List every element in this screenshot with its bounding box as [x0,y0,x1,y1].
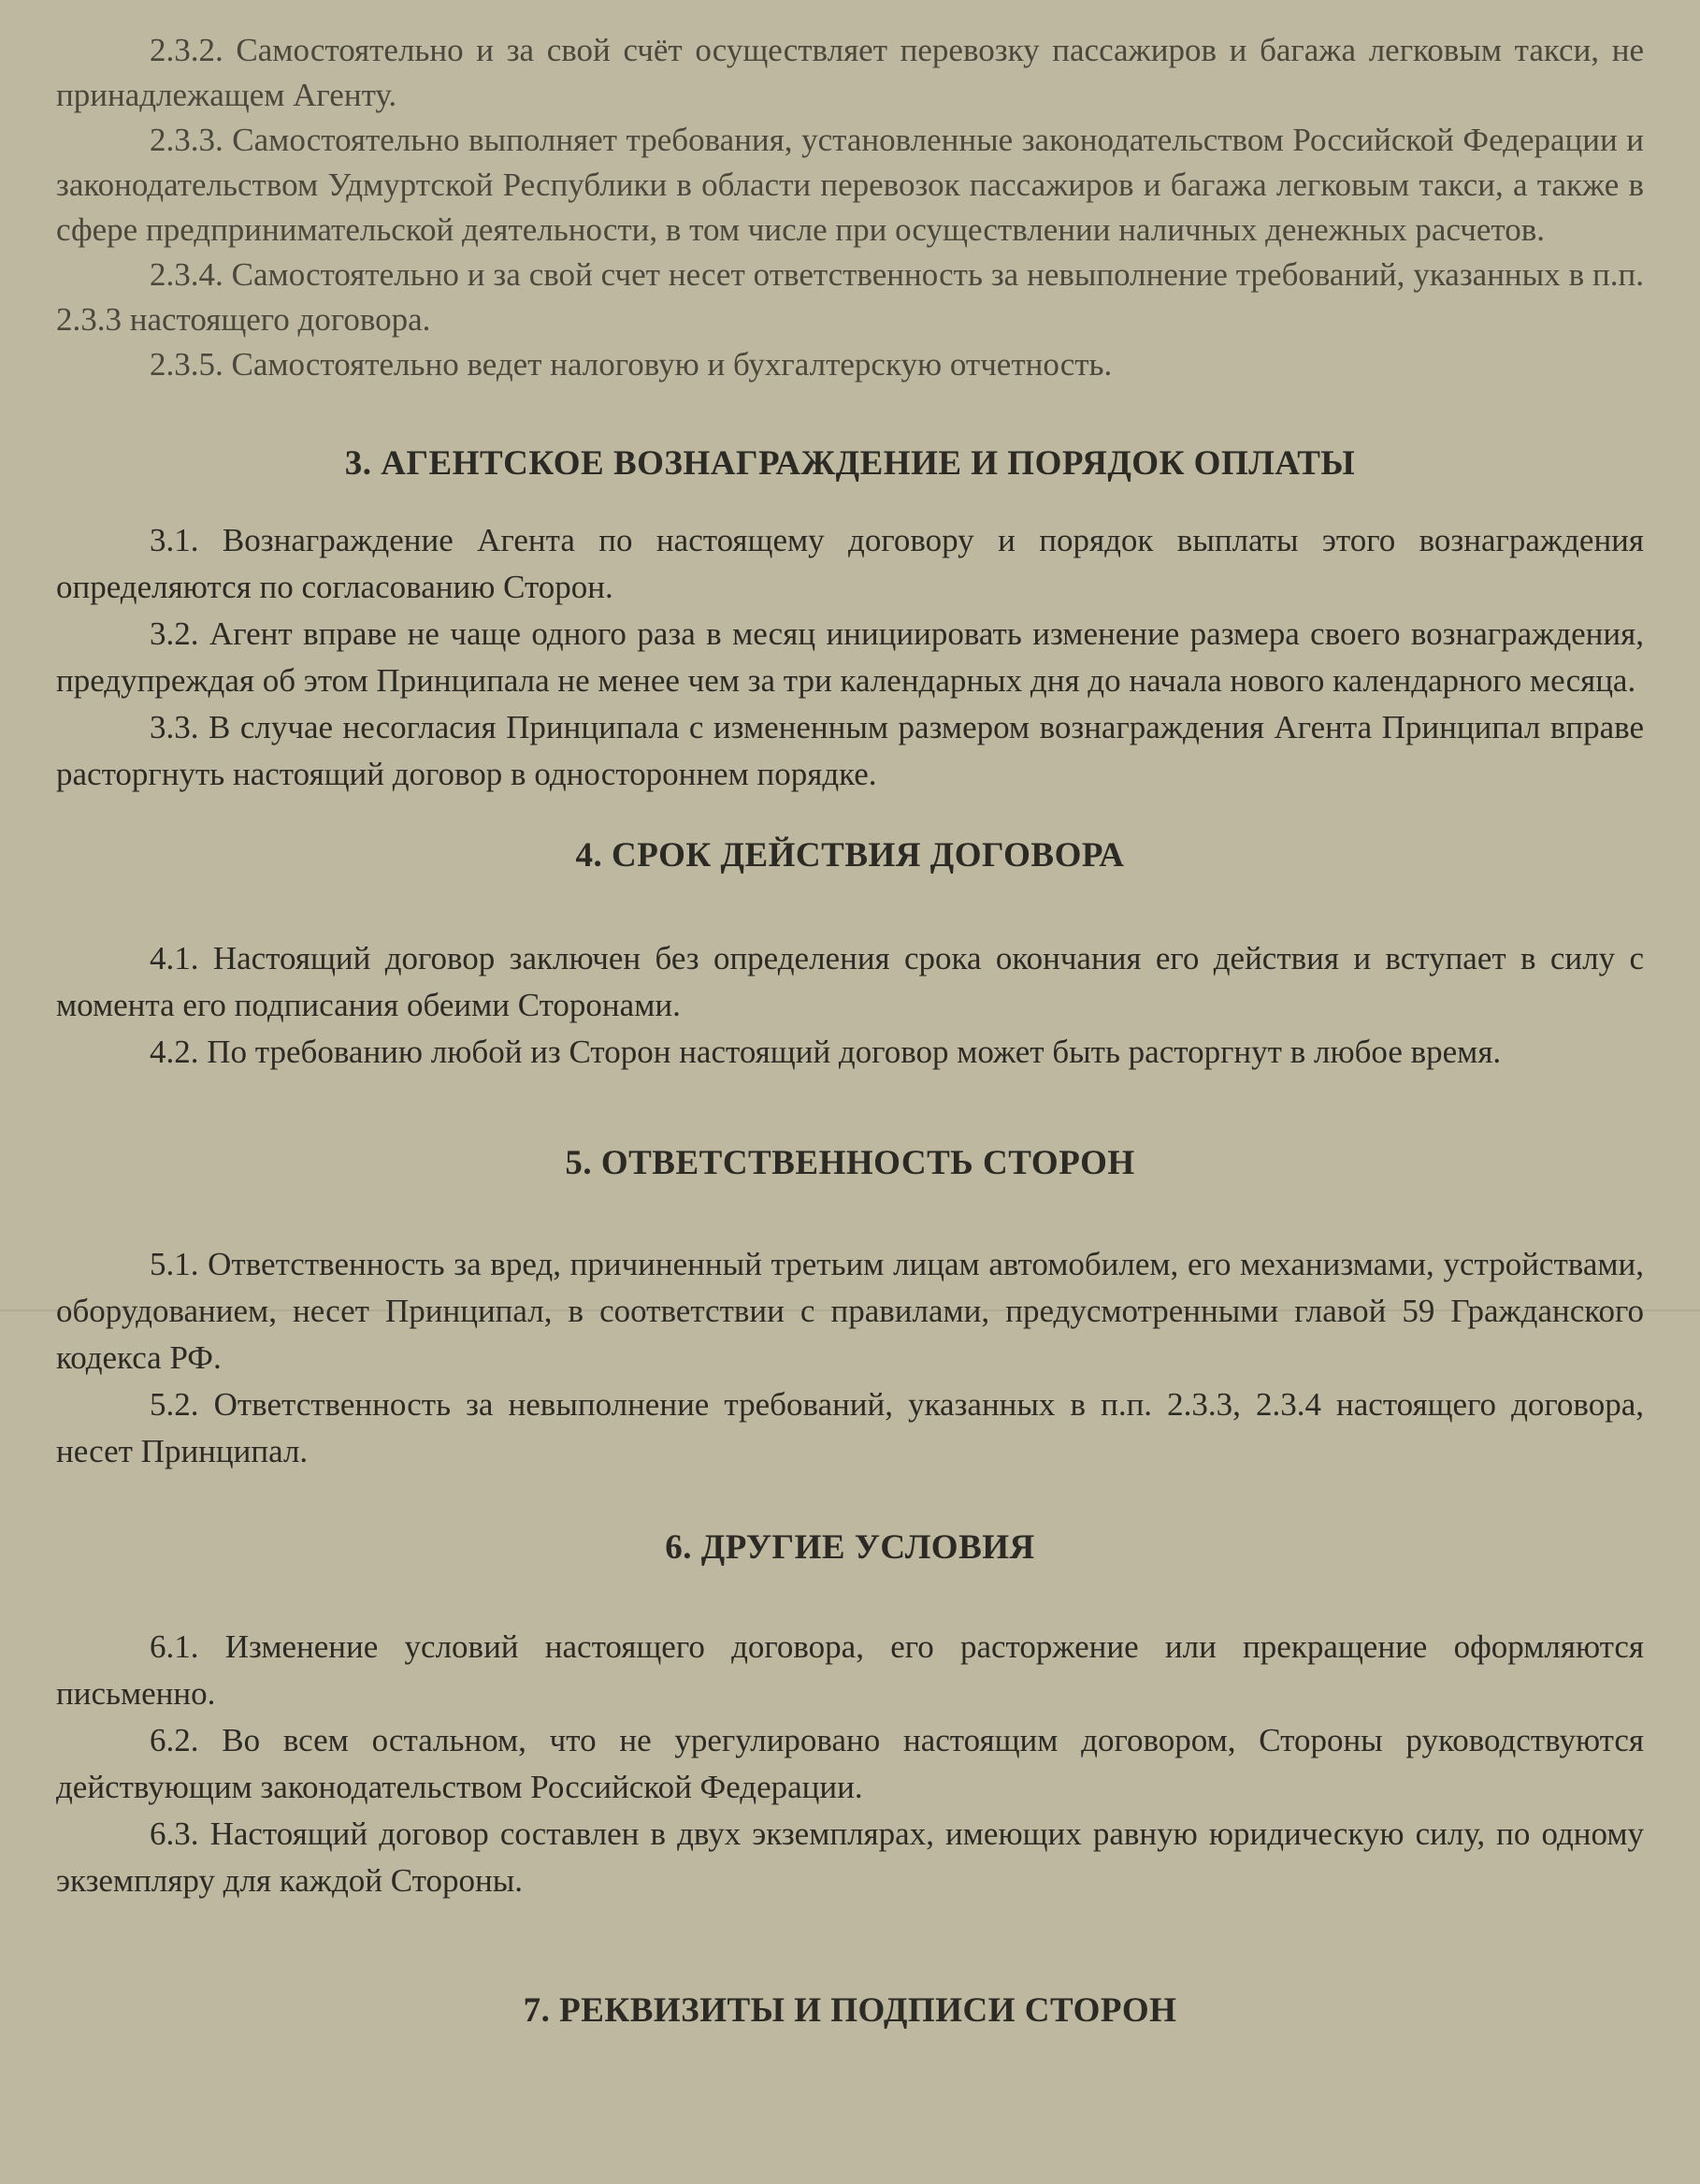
section-7-title: 7. РЕКВИЗИТЫ И ПОДПИСИ СТОРОН [523,1991,1177,2030]
paper-fold-line [0,1309,1700,1311]
paragraph-3-3: 3.3. В случае несогласия Принципала с измененным размером вознаграждения Агента Принципал вправе расторгнуть настоящий договор в одностороннем порядке. [56,709,1644,792]
paragraph-4-1: 4.1. Настоящий договор заключен без определения срока окончания его действия и вступает в силу с момента его подписания обеими Сторонами. [56,940,1644,1023]
paragraph-5-1: 5.1. Ответственность за вред, причиненный третьим лицам автомобилем, его механизмами, устройствами, оборудованием, несет Принципал, в соответствии с правилами, предусмотренными главой 59 Гражданского кодекса РФ. [56,1246,1644,1376]
paragraph-2-3-4: 2.3.4. Самостоятельно и за свой счет несет ответственность за невыполнение требований, указанных в п.п. 2.3.3 настоящего договора. [56,256,1644,338]
section-4-title: 4. СРОК ДЕЙСТВИЯ ДОГОВОРА [575,836,1125,875]
section-6-title: 6. ДРУГИЕ УСЛОВИЯ [665,1528,1035,1567]
paragraph-6-1: 6.1. Изменение условий настоящего договора, его расторжение или прекращение оформляются письменно. [56,1628,1644,1712]
paragraph-4-2: 4.2. По требованию любой из Сторон настоящий договор может быть расторгнут в любое время. [150,1034,1502,1070]
paragraph-3-2: 3.2. Агент вправе не чаще одного раза в месяц инициировать изменение размера своего вознаграждения, предупреждая об этом Принципала не менее чем за три календарных дня до начала нового календарного месяца. [56,615,1644,699]
paragraph-2-3-3: 2.3.3. Самостоятельно выполняет требования, установленные законодательством Российской Федерации и законодательством Удмуртской Республики в области перевозок пассажиров и багажа легковым такси, а также в сфере предпринимательской деятельности, в том числе при осуществлении наличных денежных расчетов. [56,122,1644,248]
paragraph-5-2: 5.2. Ответственность за невыполнение требований, указанных в п.п. 2.3.3, 2.3.4 настоящего договора, несет Принципал. [56,1386,1644,1469]
paragraph-3-1: 3.1. Вознаграждение Агента по настоящему договору и порядок выплаты этого вознаграждения определяются по согласованию Сторон. [56,522,1644,605]
paragraph-2-3-5: 2.3.5. Самостоятельно ведет налоговую и бухгалтерскую отчетность. [150,346,1113,383]
paragraph-6-3: 6.3. Настоящий договор составлен в двух экземплярах, имеющих равную юридическую силу, по одному экземпляру для каждой Стороны. [56,1815,1644,1899]
section-3-title: 3. АГЕНТСКОЕ ВОЗНАГРАЖДЕНИЕ И ПОРЯДОК ОПЛАТЫ [344,444,1356,483]
paragraph-6-2: 6.2. Во всем остальном, что не урегулировано настоящим договором, Стороны руководствуются действующим законодательством Российской Федерации. [56,1722,1644,1805]
paragraph-2-3-2: 2.3.2. Самостоятельно и за свой счёт осуществляет перевозку пассажиров и багажа легковым такси, не принадлежащем Агенту. [56,32,1644,113]
section-5-title: 5. ОТВЕТСТВЕННОСТЬ СТОРОН [565,1144,1135,1182]
